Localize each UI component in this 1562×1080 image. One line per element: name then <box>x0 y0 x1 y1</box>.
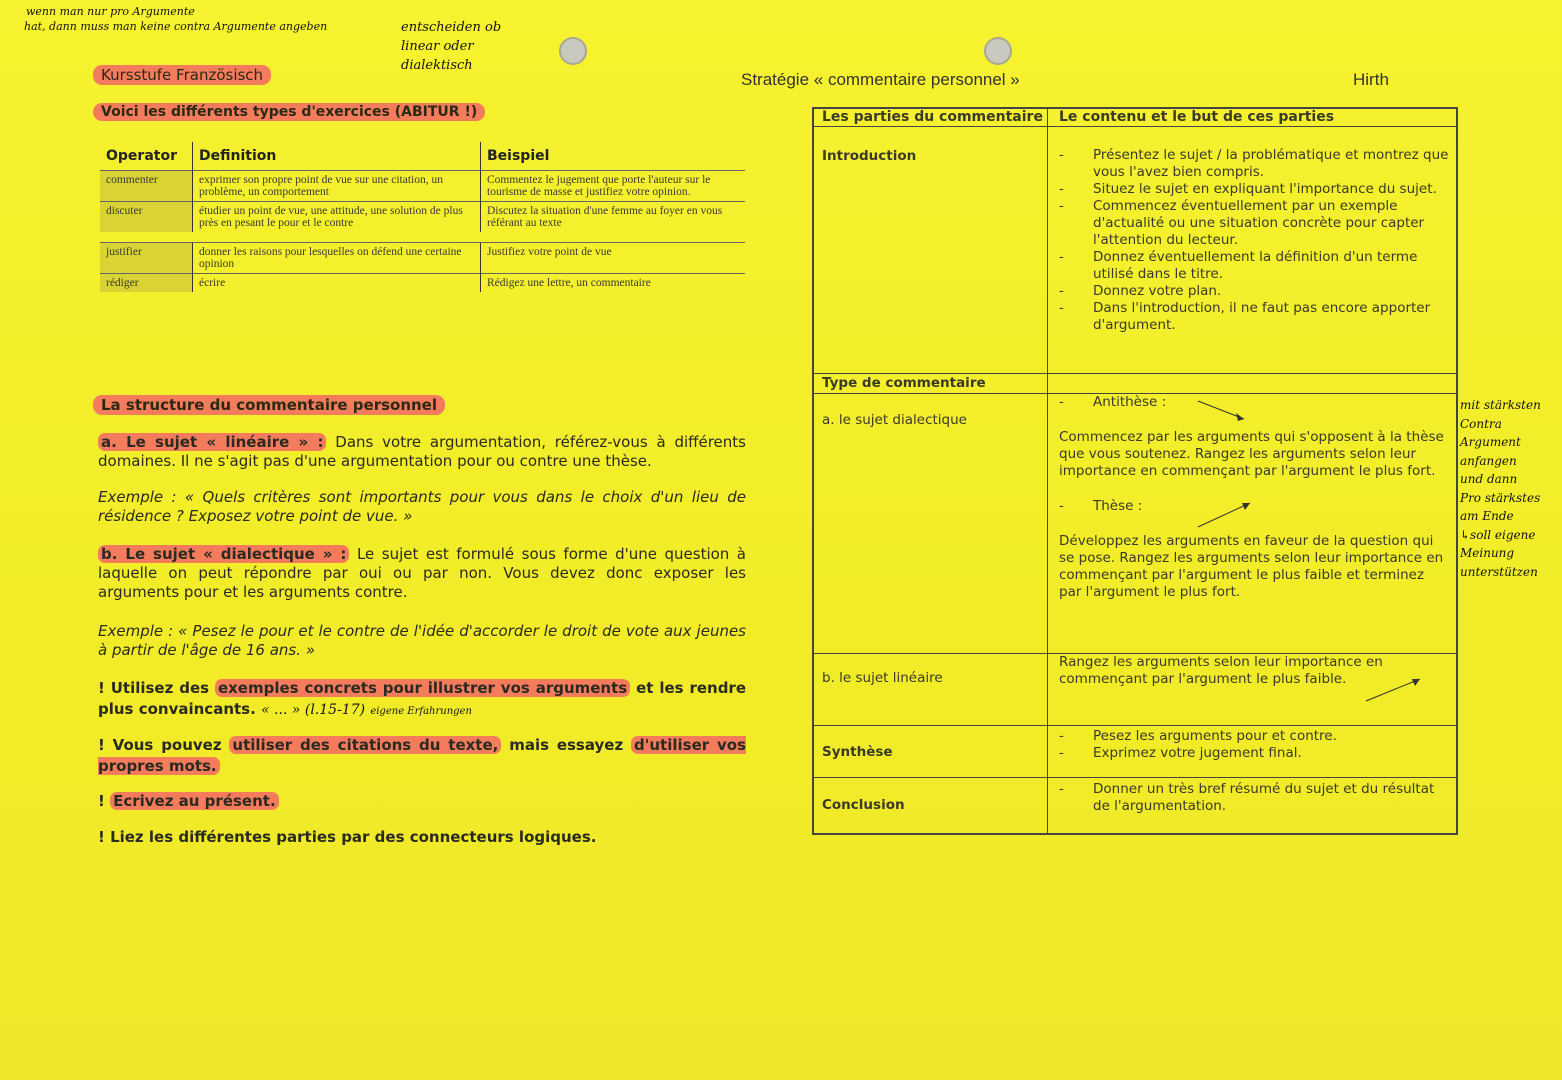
intro-content: - Présentez le sujet / la problématique et montrez que vous l'avez bien compris. - Situez le sujet en expliquant l'importance du sujet. - Commencez éventuellement par un exemple d'actualité ou une situation concrète pour capter l'attention du lecteur. - Donnez éventuellement la définition d'un terme utilisé dans le titre. - Donnez votre plan. - Dans l'introduction, il ne faut pas encore apporter d'argument. <box>1059 147 1449 334</box>
operators-table <box>100 142 745 292</box>
synthesis-label: Synthèse <box>822 744 893 760</box>
dialectic-subject-paragraph: b. Le sujet « dialectique » : Le sujet est formulé sous forme d'une question à laquelle on peut répondre par oui ou par non. Vous devez donc exposer les arguments pour et les arguments contre. <box>98 545 746 601</box>
type-label: Type de commentaire <box>822 375 986 391</box>
author-name: Hirth <box>1353 70 1389 89</box>
table-header-definition: Definition <box>193 142 481 171</box>
table-row: discuter étudier un point de vue, une attitude, une solution de plus près en pesant le pour et le contre Discutez la situation d'une femme au foyer en vous référant au texte <box>100 202 745 233</box>
dialectic-content: - Antithèse : Commencez par les arguments qui s'opposent à la thèse que vous soutenez. Rangez les arguments selon leur importance en commençant par l'argument le plus fort. - Thèse : Développez les arguments en faveur de la question qui se pose. Rangez les arguments selon leur importance en commençant par l'argument le plus faible et terminez par l'argument le plus fort. <box>1059 394 1449 601</box>
arrow-annotations <box>1194 397 1324 537</box>
strategy-table <box>812 107 1458 835</box>
table-row: commenter exprimer son propre point de vue sur une citation, un problème, un comportement Commentez le jugement que porte l'auteur sur le tourisme de masse et justifiez votre opinion. <box>100 171 745 202</box>
dialectic-label: a. le sujet dialectique <box>822 412 967 428</box>
tip-connectors: ! Liez les différentes parties par des connecteurs logiques. <box>98 828 597 846</box>
tip-present-tense: ! Ecrivez au présent. <box>98 792 746 811</box>
structure-label: La structure du commentaire personnel <box>93 395 445 415</box>
arrow-annotation-linear <box>1364 673 1434 705</box>
col2-header: Le contenu et le but de ces parties <box>1059 109 1335 125</box>
table-header-operator: Operator <box>106 148 177 164</box>
exercise-types-label: Voici les différents types d'exercices (ABITUR !) <box>93 103 485 121</box>
conclusion-content: - Donner un très bref résumé du sujet et du résultat de l'argumentation. <box>1059 781 1449 815</box>
col1-header: Les parties du commentaire <box>822 109 1043 125</box>
intro-label: Introduction <box>822 148 917 164</box>
linear-label: b. le sujet linéaire <box>822 670 943 686</box>
linear-subject-paragraph: a. Le sujet « linéaire » : Dans votre argumentation, référez-vous à différents domaines. Il ne s'agit pas d'une argumentation pour ou contre une thèse. <box>98 433 746 470</box>
punch-hole-left <box>559 37 587 65</box>
table-row: rédiger écrire Rédigez une lettre, un commentaire <box>100 274 745 293</box>
strategy-title: Stratégie « commentaire personnel » <box>741 70 1020 89</box>
conclusion-label: Conclusion <box>822 797 905 813</box>
handwritten-note-linear: entscheiden ob linear oder dialektisch <box>401 20 502 73</box>
punch-hole-right <box>984 37 1012 65</box>
handwritten-margin-note: mit stärksten Contra Argument anfangen und dann Pro stärkstes am Ende ↳soll eigene Meinung unterstützen <box>1460 398 1541 579</box>
synthesis-content: - Pesez les arguments pour et contre. - Exprimez votre jugement final. <box>1059 728 1449 762</box>
course-label: Kursstufe Französisch <box>93 65 271 85</box>
table-header-example: Beispiel <box>481 142 746 171</box>
handwritten-note-line1: wenn man nur pro Argumente <box>26 5 195 18</box>
linear-example: Exemple : « Quels critères sont importants pour vous dans le choix d'un lieu de résidence ? Exposez votre point de vue. » <box>98 488 746 525</box>
table-row: justifier donner les raisons pour lesquelles on défend une certaine opinion Justifiez votre point de vue <box>100 243 745 274</box>
tip-examples: ! Utilisez des exemples concrets pour illustrer vos arguments et les rendre plus convaincants. « ... » (l.15-17) eigene Erfahrungen <box>98 679 747 718</box>
handwritten-note-line2: hat, dann muss man keine contra Argumente angeben <box>24 20 328 33</box>
tip-citations: ! Vous pouvez utiliser des citations du texte, mais essayez d'utiliser vos propres mots. <box>98 736 746 775</box>
linear-content: Rangez les arguments selon leur importance en commençant par l'argument le plus faible. <box>1059 654 1383 687</box>
dialectic-example: Exemple : « Pesez le pour et le contre de l'idée d'accorder le droit de vote aux jeunes à partir de l'âge de 16 ans. » <box>98 622 746 659</box>
